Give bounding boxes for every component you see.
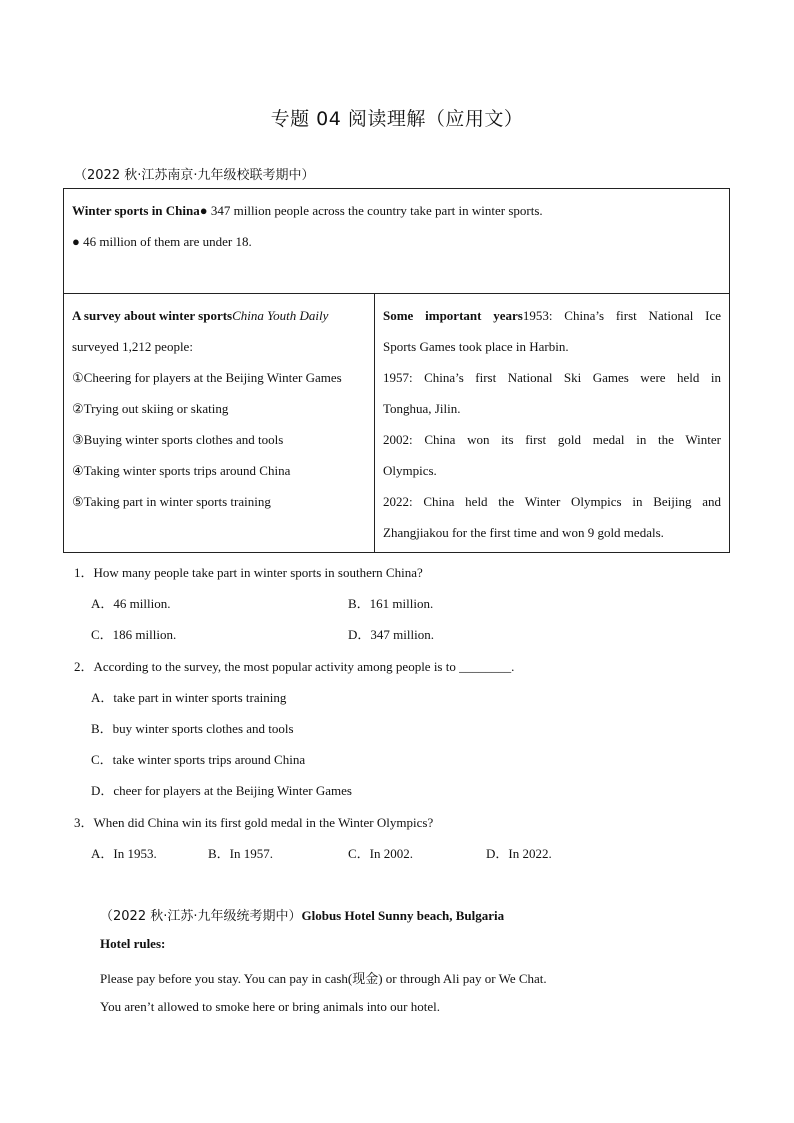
source-note: （2022 秋·江苏南京·九年级校联考期中）: [74, 168, 315, 183]
years-line: Sports Games took place in Harbin.: [383, 339, 569, 354]
survey-intro-tail: surveyed 1,212 people:: [72, 339, 193, 354]
winter-sports-cell: [64, 189, 730, 294]
q1-option-a[interactable]: A．46 million.: [91, 596, 171, 611]
winter-sports-line2: ● 46 million of them are under 18.: [72, 234, 252, 249]
years-line: 2002: China won its first gold medal in the Winter: [383, 432, 721, 447]
years-line: 1957: China’s first National Ski Games were held in: [383, 370, 721, 385]
years-line: 2022: China held the Winter Olympics in Beijing and: [383, 494, 721, 509]
info-table: [63, 188, 730, 553]
winter-sports-heading: Winter sports in China: [72, 203, 200, 218]
hotel-name: Globus Hotel Sunny beach, Bulgaria: [301, 908, 505, 923]
q3-option-d[interactable]: D．In 2022.: [486, 846, 552, 861]
survey-item: ③Buying winter sports clothes and tools: [72, 432, 284, 447]
q1-option-d[interactable]: D．347 million.: [348, 627, 434, 642]
q3-option-c[interactable]: C．In 2002.: [348, 846, 414, 861]
survey-item: ②Trying out skiing or skating: [72, 401, 229, 416]
q2-option-d[interactable]: D．cheer for players at the Beijing Winter Games: [91, 783, 352, 798]
years-line: Some important years1953: China’s first National Ice: [383, 308, 721, 323]
years-heading: Some important years: [383, 308, 523, 323]
years-line: Olympics.: [383, 463, 437, 478]
survey-heading: A survey about winter sports: [72, 308, 233, 323]
newspaper-name: China Youth Daily: [232, 308, 329, 323]
hotel-rules-title: Hotel rules:: [100, 936, 166, 951]
q1-option-b[interactable]: B．161 million.: [348, 596, 434, 611]
question-3: 3．When did China win its first gold medal in the Winter Olympics?: [74, 815, 434, 830]
q2-option-b[interactable]: B．buy winter sports clothes and tools: [91, 721, 294, 736]
q3-option-a[interactable]: A．In 1953.: [91, 846, 157, 861]
q3-option-b[interactable]: B．In 1957.: [208, 846, 274, 861]
survey-item: ①Cheering for players at the Beijing Winter Games: [72, 370, 342, 385]
q2-option-c[interactable]: C．take winter sports trips around China: [91, 752, 306, 767]
q2-option-a[interactable]: A．take part in winter sports training: [91, 690, 287, 705]
survey-cell: [64, 294, 375, 553]
hotel-rule-1: Please pay before you stay. You can pay in cash(现金) or through Ali pay or We Chat.: [100, 971, 547, 986]
passage2-header: [100, 905, 504, 924]
q1-option-c[interactable]: C．186 million.: [91, 627, 177, 642]
passage2-source: （2022 秋·江苏·九年级统考期中）: [100, 909, 302, 924]
years-cell: [375, 294, 730, 553]
years-line: Zhangjiakou for the first time and won 9 gold medals.: [383, 525, 664, 540]
hotel-rule-2: You aren’t allowed to smoke here or bring animals into our hotel.: [100, 999, 440, 1014]
survey-item: ⑤Taking part in winter sports training: [72, 494, 271, 509]
page-title: 专题 04 阅读理解（应用文）: [270, 108, 524, 130]
winter-sports-line1: Winter sports in China● 347 million people across the country take part in winter sports.: [72, 203, 543, 218]
survey-item: ④Taking winter sports trips around China: [72, 463, 291, 478]
question-1: 1．How many people take part in winter sports in southern China?: [74, 565, 423, 580]
years-line: Tonghua, Jilin.: [383, 401, 461, 416]
survey-intro: [72, 300, 366, 331]
question-2: 2．According to the survey, the most popular activity among people is to ________.: [74, 659, 515, 674]
